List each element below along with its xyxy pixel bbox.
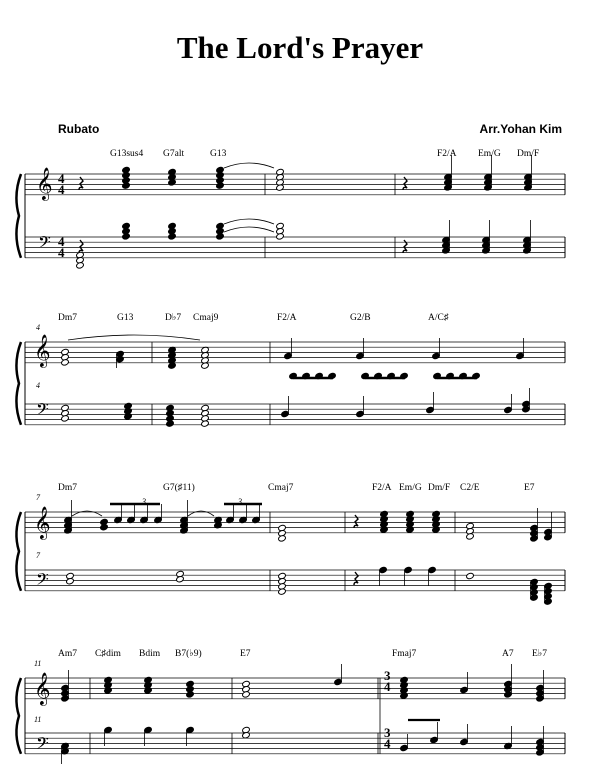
measure-number: 4 (36, 323, 40, 332)
notehead (328, 372, 337, 379)
measure-number: 4 (36, 381, 40, 390)
time-signature-bottom: 4 (384, 679, 391, 694)
chord-symbol: Am7 (58, 649, 77, 659)
chord-symbol: F2/A (437, 149, 457, 159)
time-signature-top: 4 (58, 171, 65, 186)
notehead (430, 736, 439, 743)
notehead (379, 566, 388, 573)
time-signature-bottom: 4 (58, 245, 65, 260)
staff-lines-layer (25, 174, 565, 754)
chord-symbol: E7 (240, 649, 251, 659)
notehead (144, 726, 153, 733)
chord-symbol: Dm7 (58, 483, 77, 493)
chord-symbol: Em/G (478, 149, 501, 159)
tie-arc (224, 227, 274, 232)
bass-clef-icon: 𝄢 (36, 569, 49, 593)
chord-symbol: C2/E (460, 483, 480, 493)
tempo-marking: Rubato (58, 122, 100, 136)
notehead (186, 726, 195, 733)
triplet-mark: 3 (142, 497, 146, 506)
brace-icon (16, 678, 21, 754)
notehead (404, 566, 413, 573)
notehead (356, 410, 365, 417)
chord-symbol: Cmaj7 (268, 483, 294, 493)
notehead (426, 406, 435, 413)
chord-symbol: A7 (502, 649, 514, 659)
treble-clef-icon: 𝄞 (36, 167, 53, 200)
chord-symbol: Dm7 (58, 313, 77, 323)
notehead (284, 352, 293, 359)
notehead (432, 352, 441, 359)
notehead (428, 566, 437, 573)
chord-symbol: E♭7 (532, 649, 548, 659)
notehead (504, 406, 513, 413)
measure-number: 11 (34, 659, 42, 668)
time-signature-top: 4 (58, 234, 65, 249)
chord-symbol: G13 (117, 313, 134, 323)
tie-arc (224, 219, 274, 224)
chord-symbol: Fmaj7 (392, 649, 417, 659)
measure-number: 7 (36, 551, 40, 560)
notehead (460, 738, 469, 745)
triplet-mark: 3 (238, 497, 242, 506)
tie-arc (224, 163, 274, 168)
chord-symbol: C♯dim (95, 649, 121, 659)
notehead (400, 744, 409, 751)
time-signature-bottom: 4 (384, 736, 391, 751)
notehead (472, 372, 481, 379)
chord-symbol: G13 (210, 149, 227, 159)
chord-symbol: F2/A (277, 313, 297, 323)
notehead (334, 678, 343, 685)
chord-symbol: F2/A (372, 483, 392, 493)
notes-layer (61, 155, 553, 764)
bass-clef-icon: 𝄢 (36, 733, 49, 757)
treble-clef-icon: 𝄞 (34, 334, 51, 367)
time-signature-bottom: 4 (58, 182, 65, 197)
chord-symbol: Cmaj9 (193, 313, 219, 323)
brace-icon (16, 174, 21, 258)
brace-icon (16, 512, 21, 591)
chord-symbol: Dm/F (428, 483, 451, 493)
quarter-rest-icon (354, 572, 358, 585)
tie-arc (68, 335, 200, 340)
arranger-credit: Arr.Yohan Kim (479, 122, 562, 136)
chord-symbol: G7alt (163, 149, 185, 159)
notehead (460, 686, 469, 693)
measure-number: 7 (36, 493, 40, 502)
bass-clef-icon: 𝄢 (36, 399, 49, 423)
brace-icon (16, 342, 21, 425)
page-title: The Lord's Prayer (176, 30, 424, 65)
bass-clef-icon: 𝄢 (38, 232, 51, 256)
barlines-layer (16, 174, 565, 754)
notehead (466, 572, 475, 579)
chord-symbol: Dm/F (517, 149, 540, 159)
chord-symbol: G7(♯11) (163, 483, 195, 493)
chord-symbol: B7(♭9) (175, 649, 202, 659)
chord-symbol: Em/G (399, 483, 422, 493)
chord-symbol: G13sus4 (110, 149, 144, 159)
time-signature-top: 3 (384, 725, 391, 740)
notehead (516, 352, 525, 359)
notehead (356, 352, 365, 359)
time-signature-top: 3 (384, 668, 391, 683)
chord-symbol: A/C♯ (428, 313, 449, 323)
treble-clef-icon: 𝄞 (34, 672, 51, 705)
chord-symbol: E7 (524, 483, 535, 493)
measure-number: 11 (34, 715, 42, 724)
notehead (400, 372, 409, 379)
notehead (281, 410, 290, 417)
chord-symbol: D♭7 (165, 313, 182, 323)
treble-clef-icon: 𝄞 (34, 506, 51, 539)
chord-symbol: G2/B (350, 313, 371, 323)
chord-symbol: Bdim (139, 649, 161, 659)
notehead (104, 726, 113, 733)
